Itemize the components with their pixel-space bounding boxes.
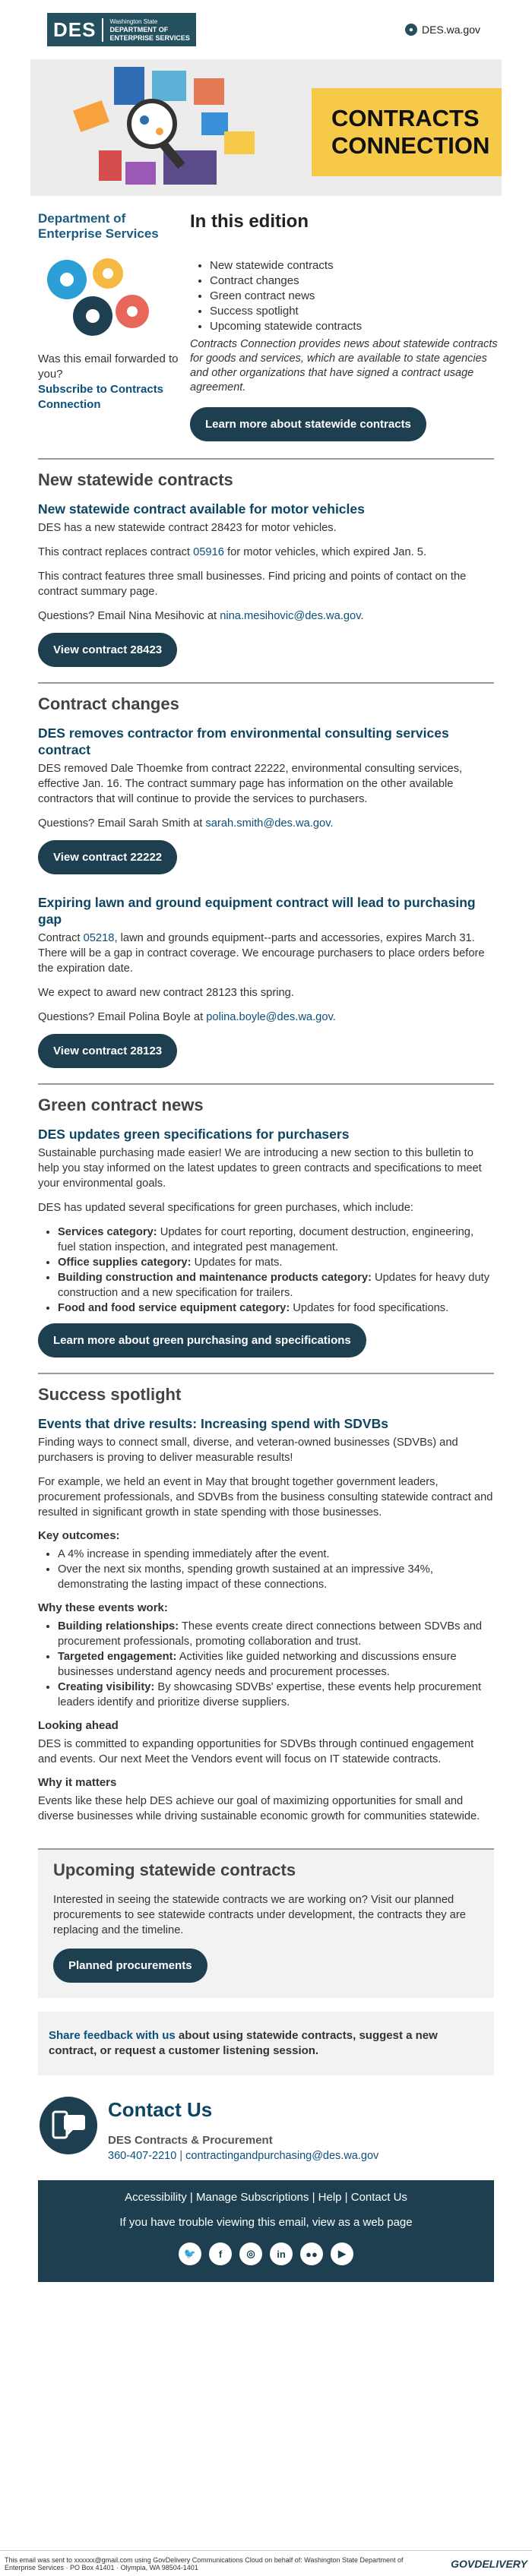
item-label: Targeted engagement: [58, 1651, 177, 1663]
edition-item: • Contract changes [210, 273, 502, 289]
globe-icon: ● [405, 24, 417, 36]
text: | [176, 2150, 186, 2162]
hero-title-banner [312, 88, 502, 176]
item-label: Building construction and maintenance products category: [58, 1272, 372, 1284]
text: Questions? Email Polina Boyle at [38, 1011, 207, 1023]
upcoming-section [38, 1850, 494, 1998]
list-item [58, 1649, 494, 1680]
forwarded-question: Was this email forwarded to you? [38, 352, 179, 381]
green-spec-list [58, 1225, 494, 1316]
text: This contract replaces contract [38, 546, 194, 558]
flickr-icon[interactable]: ●● [300, 2243, 323, 2265]
list-item [58, 1680, 494, 1710]
edition-description: Contracts Connection provides news about statewide contracts for goods and services, which are available to state agencies and other organizations that have signed a contract usage agreement. [190, 338, 498, 394]
article-title: DES updates green specifications for purchasers [38, 1127, 350, 1142]
govdelivery-logo[interactable]: GOVDELIVERY [451, 2557, 527, 2570]
text: . [332, 1011, 336, 1023]
item-text: These events create direct connections between SDVBs and procurement professionals, promoting collaboration and trust. [58, 1620, 483, 1648]
logo-abbr: DES [53, 18, 103, 42]
feedback-text: about using statewide contracts, suggest a new contract, or request a customer listening session. [49, 2029, 438, 2057]
edition-list [210, 258, 502, 334]
article-paragraph [38, 816, 494, 831]
footer [38, 2180, 494, 2282]
contact-heading: Contact Us [108, 2098, 213, 2121]
article-paragraph: For example, we held an event in May that brought together government leaders, procurement professionals, and SDVBs from the business consulting statewide contract and resulted in significant growth in state spending with those businesses. [38, 1476, 493, 1519]
article-paragraph: DES has updated several specifications for green purchases, which include: [38, 1202, 413, 1214]
article-paragraph: We expect to award new contract 28123 this spring. [38, 987, 294, 999]
text: . [330, 817, 334, 830]
item-text: Updates for food specifications. [290, 1302, 449, 1314]
green-news-section [30, 1085, 502, 1373]
email-link[interactable]: contractingandpurchasing@des.wa.gov [185, 2150, 379, 2162]
intro-right-column [182, 211, 502, 441]
article-paragraph [38, 1010, 494, 1025]
section-heading: Green contract news [38, 1095, 204, 1114]
view-contract-28123-button[interactable]: View contract 28123 [38, 1034, 177, 1068]
item-text: Updates for heavy duty construction and a new specification for trailers. [58, 1272, 490, 1299]
contact-us-link[interactable]: Contact Us [350, 2191, 407, 2204]
learn-more-green-button[interactable]: Learn more about green purchasing and specifications [38, 1323, 366, 1358]
edition-item: • Upcoming statewide contracts [210, 319, 502, 334]
trouble-viewing [38, 2216, 494, 2229]
article-paragraph [38, 931, 494, 976]
item-text: Updates for mats. [191, 1256, 283, 1269]
email-link[interactable]: sarah.smith@des.wa.gov [205, 817, 331, 830]
edition-item: • Green contract news [210, 289, 502, 304]
text: Questions? Email Sarah Smith at [38, 817, 206, 830]
email-header [30, 0, 502, 59]
email-link[interactable]: nina.mesihovic@des.wa.gov [220, 610, 361, 622]
section-heading: Upcoming statewide contracts [53, 1860, 296, 1879]
text: for motor vehicles, which expired Jan. 5. [223, 546, 427, 558]
article-paragraph: DES is committed to expanding opportunities for SDVBs through continued engagement and events. Our next Meet the Vendors event will focus on IT statewide contracts. [38, 1738, 474, 1765]
site-link[interactable] [405, 24, 480, 36]
text: . [360, 610, 364, 622]
org-name: Department of Enterprise Services [38, 211, 159, 241]
outcomes-list [58, 1547, 494, 1592]
view-contract-28423-button[interactable]: View contract 28423 [38, 633, 177, 667]
subscribe-link[interactable]: Subscribe to Contracts Connection [38, 383, 164, 411]
item-label: Office supplies category: [58, 1256, 192, 1269]
logo-line-3: ENTERPRISE SERVICES [109, 33, 190, 42]
item-label: Services category: [58, 1226, 157, 1238]
logo-line-2: DEPARTMENT OF [109, 25, 169, 33]
item-label: Creating visibility: [58, 1681, 155, 1693]
footer-links: Accessibility | Manage Subscriptions | Help | Contact Us [125, 2191, 407, 2204]
article-paragraph: This contract features three small businesses. Find pricing and points of contact on the contract summary page. [38, 571, 467, 598]
article-title: Expiring lawn and ground equipment contract will lead to purchasing gap [38, 895, 476, 927]
section-heading: New statewide contracts [38, 470, 233, 489]
article-paragraph: DES removed Dale Thoemke from contract 22222, environmental consulting services, effective Jan. 16. The contract summary page has information on the other available contractors that will continue to provide the services to purchasers. [38, 763, 463, 805]
logo-line-1: Washington State [109, 17, 158, 25]
article-paragraph: DES has a new statewide contract 28423 for motor vehicles. [38, 522, 337, 534]
list-item: • Over the next six months, spending growth sustained at an impressive 34%, demonstrating the lasting impact of these connections. [58, 1562, 494, 1592]
help-link[interactable]: Help [318, 2191, 342, 2204]
site-link-label: DES.wa.gov [421, 24, 480, 36]
list-item [58, 1255, 494, 1270]
manage-subscriptions-link[interactable]: Manage Subscriptions [195, 2191, 309, 2204]
text: Questions? Email Nina Mesihovic at [38, 610, 220, 622]
contact-line [108, 2150, 378, 2162]
subheading: Key outcomes: [38, 1529, 120, 1542]
subheading: Looking ahead [38, 1719, 119, 1732]
planned-procurements-button[interactable]: Planned procurements [53, 1949, 207, 1983]
contact-text [99, 2095, 378, 2162]
list-item [58, 1270, 494, 1301]
contract-changes-section [30, 684, 502, 1083]
contract-05916-link[interactable]: 05916 [193, 546, 224, 558]
edition-title: In this edition [190, 211, 309, 232]
spotlight-section [30, 1374, 502, 1848]
gears-icon [38, 251, 160, 342]
share-feedback-link[interactable]: Share feedback with us [49, 2029, 176, 2042]
article-paragraph: Sustainable purchasing made easier! We are introducing a new section to this bulletin to help you stay informed on the latest updates to green contracts and specifications to meet your environmental goals. [38, 1147, 482, 1190]
intro-left-column [38, 211, 182, 441]
article-paragraph: Interested in seeing the statewide contracts we are working on? Visit our planned procurements to see statewide contracts under development, the contracts they are replacing and the timeline. [53, 1894, 466, 1936]
hero-title-line-1: CONTRACTS [331, 105, 480, 131]
list-item: • A 4% increase in spending immediately after the event. [58, 1547, 494, 1562]
hero-title-line-2: CONNECTION [331, 132, 490, 159]
instagram-icon[interactable]: ◎ [239, 2243, 262, 2265]
social-links [38, 2243, 494, 2265]
contract-05218-link[interactable]: 05218 [83, 932, 115, 944]
edition-item: • New statewide contracts [210, 258, 502, 273]
item-label: Building relationships: [58, 1620, 179, 1633]
accessibility-link[interactable]: Accessibility [125, 2191, 187, 2204]
list-item [58, 1301, 494, 1316]
feedback-box [38, 2012, 494, 2075]
view-contract-22222-button[interactable]: View contract 22222 [38, 840, 177, 874]
article-paragraph [38, 608, 494, 624]
govdelivery-bar [0, 2550, 532, 2576]
article-paragraph: Events like these help DES achieve our goal of maximizing opportunities for small and diverse businesses while driving sustainable economic growth for communities statewide. [38, 1795, 480, 1822]
learn-more-contracts-button[interactable]: Learn more about statewide contracts [190, 407, 426, 441]
list-item [58, 1225, 494, 1255]
text: Contract [38, 932, 84, 944]
contact-section [30, 2075, 502, 2162]
why-list [58, 1619, 494, 1710]
web-page-link[interactable]: web page [363, 2216, 413, 2229]
text: , lawn and grounds equipment--parts and accessories, expires March 31. There will be a gap in contract coverage. We encourage purchasers to place orders before the expiration date. [38, 932, 485, 975]
item-text: Updates for court reporting, document destruction, engineering, fuel station inspection, and integrated pest management. [58, 1226, 474, 1253]
text: If you have trouble viewing this email, view as a [119, 2216, 363, 2229]
phone-link[interactable]: 360-407-2210 [108, 2150, 177, 2162]
logo-text [109, 17, 189, 43]
section-heading: Success spotlight [38, 1385, 182, 1404]
subheading: Why it matters [38, 1776, 117, 1789]
section-heading: Contract changes [38, 694, 179, 713]
govdelivery-text: This email was sent to xxxxxx@gmail.com using GovDelivery Communications Cloud on behalf of: Washington State Department of Enterprise Services · PO Box 41401 · Olympia, WA 98504-1401 [5, 2555, 404, 2571]
hero-banner [30, 59, 502, 196]
article-title: DES removes contractor from environmental consulting services contract [38, 725, 449, 757]
youtube-icon[interactable]: ▶ [331, 2243, 353, 2265]
item-text: Activities like guided networking and discussions ensure businesses understand agency needs and procurement processes. [58, 1651, 457, 1678]
contact-phone-icon [38, 2095, 99, 2156]
article-title: New statewide contract available for motor vehicles [38, 501, 365, 517]
list-item [58, 1619, 494, 1649]
edition-item: • Success spotlight [210, 304, 502, 319]
item-label: Food and food service equipment category: [58, 1302, 290, 1314]
article-title: Events that drive results: Increasing spend with SDVBs [38, 1416, 388, 1431]
subheading: Why these events work: [38, 1601, 168, 1614]
article-paragraph [38, 545, 494, 560]
linkedin-icon[interactable]: in [270, 2243, 293, 2265]
contact-name: DES Contracts & Procurement [108, 2134, 273, 2147]
twitter-icon[interactable]: 🐦 [179, 2243, 201, 2265]
email-container [30, 0, 502, 2282]
email-link[interactable]: polina.boyle@des.wa.gov [206, 1011, 333, 1023]
intro-section [30, 196, 502, 441]
contracts-illustration [30, 59, 289, 196]
new-contracts-section [30, 460, 502, 682]
des-logo[interactable] [47, 13, 196, 46]
facebook-icon[interactable]: f [209, 2243, 232, 2265]
item-text: By showcasing SDVBs' expertise, these events help procurement leaders identify and prioritize diverse suppliers. [58, 1681, 482, 1708]
article-paragraph: Finding ways to connect small, diverse, and veteran-owned businesses (SDVBs) and purchasers is proving to deliver measurable results! [38, 1437, 458, 1464]
